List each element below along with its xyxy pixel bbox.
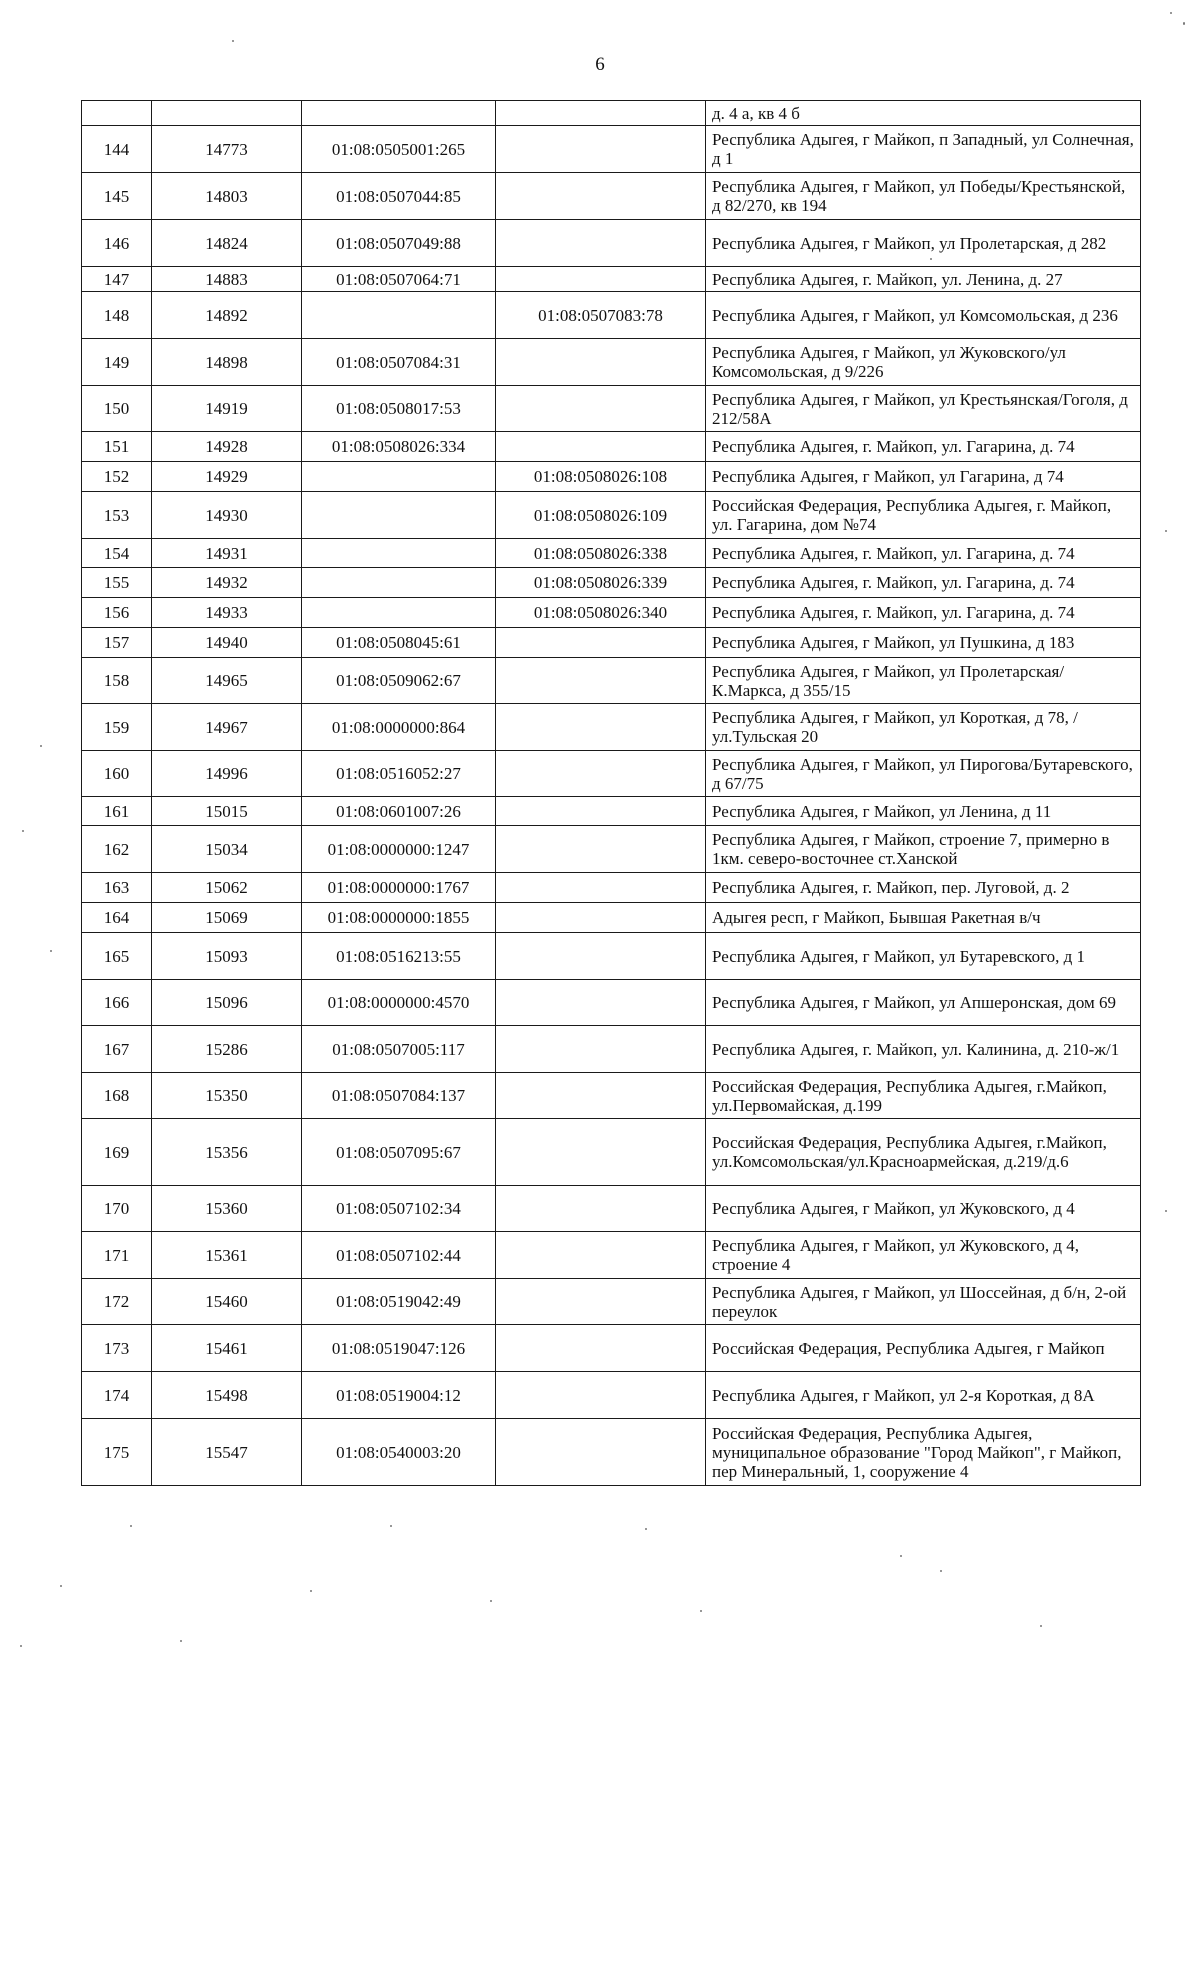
registry-number-cell: 15062 [152, 873, 302, 903]
cadastral-number-alt-cell [496, 1325, 706, 1372]
address-cell: Республика Адыгея, г Майкоп, ул Пирогова/Бутаревского, д 67/75 [706, 751, 1141, 797]
table-row [82, 220, 1141, 267]
registry-number-cell: 15093 [152, 933, 302, 980]
cadastral-number-cell: 01:08:0601007:26 [302, 797, 496, 826]
cadastral-number-alt-cell: 01:08:0507083:78 [496, 292, 706, 339]
table-row [82, 432, 1141, 462]
cadastral-number-cell [302, 598, 496, 628]
cadastral-number-cell: 01:08:0000000:1855 [302, 903, 496, 933]
table-row [82, 568, 1141, 598]
cadastral-number-cell: 01:08:0507102:44 [302, 1232, 496, 1279]
cadastral-number-cell: 01:08:0519047:126 [302, 1325, 496, 1372]
table-row [82, 826, 1141, 873]
address-cell: Республика Адыгея, г Майкоп, ул Короткая, д 78, /ул.Тульская 20 [706, 704, 1141, 751]
cadastral-number-cell: 01:08:0505001:265 [302, 126, 496, 173]
address-cell: Адыгея респ, г Майкоп, Бывшая Ракетная в/ч [706, 903, 1141, 933]
table-row [82, 751, 1141, 797]
cadastral-number-alt-cell [496, 980, 706, 1026]
cadastral-number-alt-cell [496, 339, 706, 386]
registry-table-body [82, 101, 1141, 1486]
table-row [82, 126, 1141, 173]
address-cell: Республика Адыгея, г Майкоп, ул Жуковского/ул Комсомольская, д 9/226 [706, 339, 1141, 386]
cadastral-number-cell: 01:08:0509062:67 [302, 658, 496, 704]
cadastral-number-alt-cell [496, 220, 706, 267]
address-cell: Республика Адыгея, г. Майкоп, пер. Луговой, д. 2 [706, 873, 1141, 903]
cadastral-number-alt-cell [496, 704, 706, 751]
table-row [82, 267, 1141, 292]
registry-table [81, 100, 1141, 1486]
registry-number-cell: 14919 [152, 386, 302, 432]
registry-number-cell: 15461 [152, 1325, 302, 1372]
cadastral-number-alt-cell [496, 1232, 706, 1279]
cadastral-number-cell: 01:08:0507084:137 [302, 1073, 496, 1119]
cadastral-number-alt-cell [496, 1279, 706, 1325]
registry-number-cell: 15460 [152, 1279, 302, 1325]
table-row [82, 492, 1141, 539]
table-row [82, 1026, 1141, 1073]
registry-number-cell: 14898 [152, 339, 302, 386]
address-cell: д. 4 а, кв 4 б [706, 101, 1141, 126]
table-row [82, 462, 1141, 492]
address-cell: Республика Адыгея, г Майкоп, ул Бутаревского, д 1 [706, 933, 1141, 980]
address-cell: Республика Адыгея, г. Майкоп, ул. Гагарина, д. 74 [706, 432, 1141, 462]
cadastral-number-cell [302, 539, 496, 568]
address-cell: Республика Адыгея, г Майкоп, ул Комсомольская, д 236 [706, 292, 1141, 339]
table-row [82, 933, 1141, 980]
page-number: 6 [595, 54, 605, 75]
cadastral-number-cell: 01:08:0000000:1767 [302, 873, 496, 903]
table-row [82, 1232, 1141, 1279]
cadastral-number-cell: 01:08:0540003:20 [302, 1419, 496, 1486]
registry-number-cell: 14931 [152, 539, 302, 568]
cadastral-number-cell: 01:08:0000000:864 [302, 704, 496, 751]
row-number-cell: 144 [82, 126, 152, 173]
table-row [82, 339, 1141, 386]
cadastral-number-alt-cell: 01:08:0508026:340 [496, 598, 706, 628]
address-cell: Республика Адыгея, г Майкоп, ул Крестьянская/Гоголя, д 212/58А [706, 386, 1141, 432]
row-number-cell: 171 [82, 1232, 152, 1279]
table-row [82, 1073, 1141, 1119]
row-number-cell: 172 [82, 1279, 152, 1325]
address-cell: Российская Федерация, Республика Адыгея, г.Майкоп, ул.Комсомольская/ул.Красноармейская, д.219/д.6 [706, 1119, 1141, 1186]
table-row [82, 1119, 1141, 1186]
cadastral-number-alt-cell [496, 658, 706, 704]
table-row [82, 628, 1141, 658]
row-number-cell: 158 [82, 658, 152, 704]
address-cell: Российская Федерация, Республика Адыгея, г Майкоп [706, 1325, 1141, 1372]
registry-number-cell: 14932 [152, 568, 302, 598]
address-cell: Республика Адыгея, г Майкоп, ул Апшеронская, дом 69 [706, 980, 1141, 1026]
address-cell: Республика Адыгея, г Майкоп, ул Шоссейная, д б/н, 2-ой переулок [706, 1279, 1141, 1325]
table-row [82, 173, 1141, 220]
row-number-cell: 146 [82, 220, 152, 267]
row-number-cell: 162 [82, 826, 152, 873]
table-row [82, 1186, 1141, 1232]
cadastral-number-cell: 01:08:0508026:334 [302, 432, 496, 462]
row-number-cell: 152 [82, 462, 152, 492]
row-number-cell: 169 [82, 1119, 152, 1186]
cadastral-number-alt-cell [496, 1119, 706, 1186]
registry-number-cell: 14892 [152, 292, 302, 339]
cadastral-number-cell: 01:08:0519004:12 [302, 1372, 496, 1419]
cadastral-number-alt-cell [496, 826, 706, 873]
table-row [82, 797, 1141, 826]
registry-number-cell: 14928 [152, 432, 302, 462]
cadastral-number-cell: 01:08:0507095:67 [302, 1119, 496, 1186]
row-number-cell: 155 [82, 568, 152, 598]
address-cell: Республика Адыгея, г Майкоп, ул Пролетарская, д 282 [706, 220, 1141, 267]
cadastral-number-alt-cell [496, 1026, 706, 1073]
address-cell: Республика Адыгея, г. Майкоп, ул. Гагарина, д. 74 [706, 598, 1141, 628]
address-cell: Республика Адыгея, г Майкоп, строение 7, примерно в 1км. северо-восточнее ст.Ханской [706, 826, 1141, 873]
row-number-cell: 145 [82, 173, 152, 220]
table-row [82, 1325, 1141, 1372]
row-number-cell: 151 [82, 432, 152, 462]
cadastral-number-cell [302, 492, 496, 539]
registry-number-cell: 14929 [152, 462, 302, 492]
row-number-cell [82, 101, 152, 126]
cadastral-number-cell: 01:08:0000000:1247 [302, 826, 496, 873]
cadastral-number-alt-cell [496, 1372, 706, 1419]
row-number-cell: 160 [82, 751, 152, 797]
row-number-cell: 174 [82, 1372, 152, 1419]
cadastral-number-alt-cell [496, 933, 706, 980]
row-number-cell: 156 [82, 598, 152, 628]
registry-number-cell: 14803 [152, 173, 302, 220]
table-row [82, 1419, 1141, 1486]
address-cell: Республика Адыгея, г Майкоп, п Западный, ул Солнечная, д 1 [706, 126, 1141, 173]
row-number-cell: 154 [82, 539, 152, 568]
address-cell: Республика Адыгея, г. Майкоп, ул. Калинина, д. 210-ж/1 [706, 1026, 1141, 1073]
cadastral-number-cell: 01:08:0507102:34 [302, 1186, 496, 1232]
cadastral-number-alt-cell [496, 903, 706, 933]
row-number-cell: 166 [82, 980, 152, 1026]
cadastral-number-cell: 01:08:0507064:71 [302, 267, 496, 292]
table-row [82, 292, 1141, 339]
row-number-cell: 159 [82, 704, 152, 751]
registry-number-cell: 14930 [152, 492, 302, 539]
row-number-cell: 170 [82, 1186, 152, 1232]
cadastral-number-alt-cell [496, 873, 706, 903]
cadastral-number-alt-cell: 01:08:0508026:109 [496, 492, 706, 539]
cadastral-number-alt-cell [496, 751, 706, 797]
address-cell: Республика Адыгея, г. Майкоп, ул. Гагарина, д. 74 [706, 539, 1141, 568]
cadastral-number-alt-cell [496, 267, 706, 292]
registry-number-cell: 14883 [152, 267, 302, 292]
registry-number-cell: 15547 [152, 1419, 302, 1486]
cadastral-number-cell: 01:08:0508017:53 [302, 386, 496, 432]
address-cell: Российская Федерация, Республика Адыгея, г. Майкоп, ул. Гагарина, дом №74 [706, 492, 1141, 539]
table-row [82, 903, 1141, 933]
cadastral-number-alt-cell [496, 101, 706, 126]
row-number-cell: 150 [82, 386, 152, 432]
address-cell: Республика Адыгея, г Майкоп, ул Жуковского, д 4 [706, 1186, 1141, 1232]
registry-number-cell: 14967 [152, 704, 302, 751]
registry-number-cell: 14824 [152, 220, 302, 267]
cadastral-number-alt-cell [496, 1419, 706, 1486]
cadastral-number-alt-cell: 01:08:0508026:108 [496, 462, 706, 492]
registry-number-cell [152, 101, 302, 126]
address-cell: Республика Адыгея, г Майкоп, ул Пролетарская/К.Маркса, д 355/15 [706, 658, 1141, 704]
registry-number-cell: 15498 [152, 1372, 302, 1419]
cadastral-number-cell: 01:08:0507084:31 [302, 339, 496, 386]
row-number-cell: 157 [82, 628, 152, 658]
address-cell: Республика Адыгея, г Майкоп, ул Победы/Крестьянской, д 82/270, кв 194 [706, 173, 1141, 220]
cadastral-number-alt-cell [496, 1186, 706, 1232]
registry-number-cell: 14773 [152, 126, 302, 173]
address-cell: Республика Адыгея, г Майкоп, ул Жуковского, д 4, строение 4 [706, 1232, 1141, 1279]
cadastral-number-cell: 01:08:0507049:88 [302, 220, 496, 267]
cadastral-number-cell: 01:08:0507044:85 [302, 173, 496, 220]
address-cell: Российская Федерация, Республика Адыгея, муниципальное образование "Город Майкоп", г Майкоп, пер Минеральный, 1, сооружение 4 [706, 1419, 1141, 1486]
registry-number-cell: 14996 [152, 751, 302, 797]
row-number-cell: 167 [82, 1026, 152, 1073]
registry-number-cell: 14965 [152, 658, 302, 704]
address-cell: Республика Адыгея, г Майкоп, ул Гагарина, д 74 [706, 462, 1141, 492]
cadastral-number-cell: 01:08:0516213:55 [302, 933, 496, 980]
cadastral-number-alt-cell: 01:08:0508026:339 [496, 568, 706, 598]
address-cell: Республика Адыгея, г Майкоп, ул 2-я Короткая, д 8А [706, 1372, 1141, 1419]
registry-number-cell: 15015 [152, 797, 302, 826]
row-number-cell: 153 [82, 492, 152, 539]
cadastral-number-alt-cell [496, 126, 706, 173]
row-number-cell: 175 [82, 1419, 152, 1486]
row-number-cell: 161 [82, 797, 152, 826]
table-row [82, 658, 1141, 704]
row-number-cell: 163 [82, 873, 152, 903]
cadastral-number-cell [302, 462, 496, 492]
row-number-cell: 173 [82, 1325, 152, 1372]
registry-number-cell: 15356 [152, 1119, 302, 1186]
row-number-cell: 165 [82, 933, 152, 980]
registry-number-cell: 15360 [152, 1186, 302, 1232]
table-row [82, 980, 1141, 1026]
address-cell: Республика Адыгея, г. Майкоп, ул. Гагарина, д. 74 [706, 568, 1141, 598]
cadastral-number-alt-cell [496, 386, 706, 432]
address-cell: Республика Адыгея, г Майкоп, ул Пушкина, д 183 [706, 628, 1141, 658]
cadastral-number-alt-cell [496, 797, 706, 826]
cadastral-number-cell [302, 292, 496, 339]
cadastral-number-cell: 01:08:0507005:117 [302, 1026, 496, 1073]
row-number-cell: 164 [82, 903, 152, 933]
cadastral-number-alt-cell [496, 628, 706, 658]
cadastral-number-alt-cell [496, 173, 706, 220]
row-number-cell: 148 [82, 292, 152, 339]
table-row [82, 101, 1141, 126]
address-cell: Республика Адыгея, г Майкоп, ул Ленина, д 11 [706, 797, 1141, 826]
table-row [82, 704, 1141, 751]
cadastral-number-cell: 01:08:0000000:4570 [302, 980, 496, 1026]
cadastral-number-alt-cell: 01:08:0508026:338 [496, 539, 706, 568]
cadastral-number-cell: 01:08:0516052:27 [302, 751, 496, 797]
table-row [82, 873, 1141, 903]
registry-number-cell: 15096 [152, 980, 302, 1026]
row-number-cell: 147 [82, 267, 152, 292]
cadastral-number-cell: 01:08:0519042:49 [302, 1279, 496, 1325]
cadastral-number-cell [302, 101, 496, 126]
cadastral-number-alt-cell [496, 432, 706, 462]
registry-number-cell: 15286 [152, 1026, 302, 1073]
registry-number-cell: 15361 [152, 1232, 302, 1279]
table-row [82, 598, 1141, 628]
registry-number-cell: 15069 [152, 903, 302, 933]
table-row [82, 539, 1141, 568]
registry-number-cell: 14933 [152, 598, 302, 628]
table-row [82, 1372, 1141, 1419]
address-cell: Российская Федерация, Республика Адыгея, г.Майкоп, ул.Первомайская, д.199 [706, 1073, 1141, 1119]
cadastral-number-alt-cell [496, 1073, 706, 1119]
table-row [82, 386, 1141, 432]
registry-number-cell: 14940 [152, 628, 302, 658]
row-number-cell: 168 [82, 1073, 152, 1119]
cadastral-number-cell: 01:08:0508045:61 [302, 628, 496, 658]
row-number-cell: 149 [82, 339, 152, 386]
cadastral-number-cell [302, 568, 496, 598]
table-row [82, 1279, 1141, 1325]
registry-number-cell: 15350 [152, 1073, 302, 1119]
registry-number-cell: 15034 [152, 826, 302, 873]
address-cell: Республика Адыгея, г. Майкоп, ул. Ленина, д. 27 [706, 267, 1141, 292]
